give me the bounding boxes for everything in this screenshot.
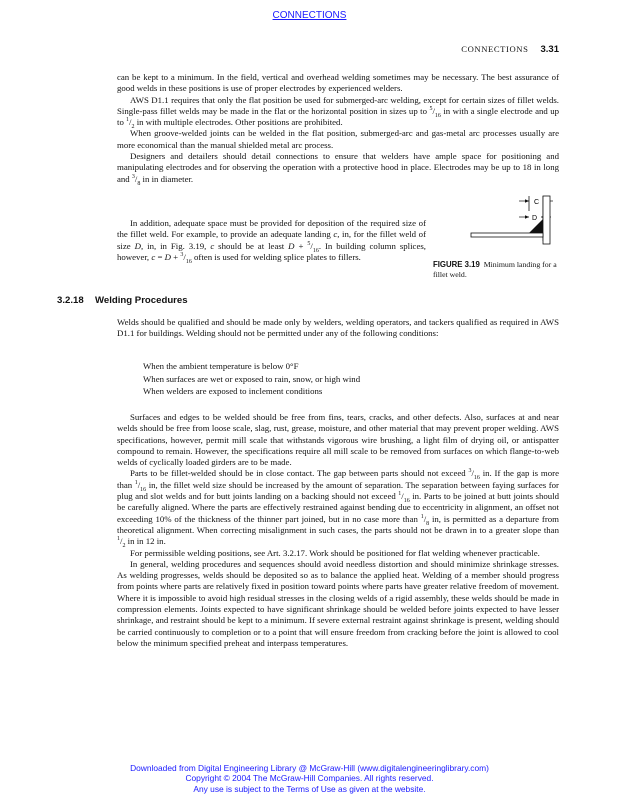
fraction: $^1/_8$: [420, 513, 430, 527]
fraction: $^3/_{16}$: [468, 468, 480, 482]
fraction: $^5/_{16}$: [307, 240, 319, 254]
section-intro: [117, 317, 559, 340]
page-number: 3.31: [540, 44, 559, 55]
conditions-list: [143, 360, 360, 398]
fraction: $^1/_{16}$: [398, 491, 410, 504]
intro-text-block: [117, 72, 559, 185]
paragraph: In addition, adequate space must be provided for deposition of the required size of the fillet weld. For example, to provide an adequate landing c, in, for the fillet weld of size D, in, in Fig. 3.19, c should be at least $D + ^5/_{16}$. In building column splices, however, $c = D + ^3/_{16}$ often is used for welding splice plates to fillers.: [117, 218, 426, 265]
label-d: D: [532, 215, 538, 222]
paragraph: AWS D1.1 requires that only the flat position be used for submerged-arc welding, except for certain sizes of fillet welds. Single-pass fillet welds may be made in the flat or the horizontal position in sizes up to $^5/_{16}$ in with a single electrode and up to $^1/_2$ in with multiple electrodes. Other positions are prohibited.: [117, 94, 560, 130]
fraction: $^3/_{16}$: [180, 251, 192, 265]
fillet-weld-diagram: [433, 193, 561, 249]
footer: [0, 763, 619, 794]
paragraph: Welds should be qualified and should be made only by welders, welding operators, and tackers qualified as required in AWS D1.1 for buildings. Welding should not be permitted under any of the following conditions:: [117, 317, 559, 339]
list-item: When welders are exposed to inclement conditions: [143, 386, 323, 396]
label-c: C: [534, 199, 540, 206]
fraction: $^1/_2$: [126, 117, 135, 130]
figure-caption: FIGURE 3.19 Minimum landing for a fillet weld.: [433, 260, 557, 279]
running-head: [461, 44, 559, 55]
fraction: $^1/_2$: [117, 536, 126, 550]
landing-paragraph: [117, 218, 426, 263]
paragraph: Parts to be fillet-welded should be in close contact. The gap between parts should not exceed $^3/_{16}$ in. If the gap is more than $^1/_{16}$ in, the fillet weld size should be increased by the amount of separation. The separation between faying surfaces for plug and slot welds and for butt joints landing on a backing should not exceed $^1/_{16}$ in. Parts to be joined at butt joints should be carefully aligned. Where the parts are effectively restrained against bending due to eccentricity in alignment, an offset not exceeding 10% of the thickness of the thinner part joined, but in no case more than $^1/_8$ in, is permitted as a departure from theoretical alignment. When correcting misalignment in such cases, the parts should not be drawn in to a greater slope than $^1/_2$ in in 12 in.: [117, 468, 559, 550]
fraction: $^1/_{16}$: [134, 479, 147, 493]
figure-3-19: [433, 193, 561, 280]
running-title: CONNECTIONS: [461, 44, 529, 54]
vertical-plate: [543, 196, 550, 244]
paragraph: Designers and detailers should detail connections to ensure that welders have ample space for positioning and manipulating electrodes and for observing the operation with a protective hood in place. Electrodes may be up to 18 in long and $^3/_8$ in in diameter.: [117, 151, 559, 187]
list-item: When surfaces are wet or exposed to rain, snow, or high wind: [143, 373, 361, 384]
paragraph: When groove-welded joints can be welded in the flat position, submerged-arc and gas-metal arc processes usually are more economical than the manual shielded metal arc process.: [117, 128, 559, 150]
fraction: $^3/_8$: [131, 173, 141, 187]
paragraph: In general, welding procedures and sequences should avoid needless distortion and should minimize shrinkage stresses. As welding progresses, welds should be deposited so as to balance the applied heat. Welding of a member should progress from points where parts are relatively fixed in position toward points where parts have greater relative freedom of movement. Where it is impossible to avoid high residual stresses in the closing welds of a rigid assembly, these welds should be made in compression elements. Joints expected to have significant shrinkage should be welded before joints expected to have lesser shrinkage, and restraint should be kept to a minimum. If severe external restraint against shrinkage is present, welding should be carried continuously to completion or to a point that will ensure freedom from cracking before the joint is allowed to cool below the minimum specified preheat and interpass temperatures.: [117, 558, 559, 648]
footer-terms-link[interactable]: Any use is subject to the Terms of Use as given at the website.: [193, 783, 426, 794]
section-title: Welding Procedures: [95, 295, 188, 306]
paragraph: Surfaces and edges to be welded should be free from fins, tears, cracks, and other defects. Also, surfaces at and near welds should be free from loose scale, slag, rust, grease, moisture, and other material that may prevent proper welding. AWS specifications, however, permit mill scale that withstands vigorous wire brushing, a light film of drying oil, or antispatter compound to remain. However, the specifications require all mill scale to be removed from surfaces on which flange-to-web welds of cyclically loaded girders are to be made.: [117, 412, 559, 468]
footer-copyright: Copyright © 2004 The McGraw-Hill Companies. All rights reserved.: [185, 773, 434, 784]
section-number: 3.2.18: [57, 295, 84, 306]
paragraph: For permissible welding positions, see Art. 3.2.17. Work should be positioned for flat welding whenever practicable.: [130, 547, 540, 558]
footer-download-link[interactable]: Downloaded from Digital Engineering Library @ McGraw-Hill (www.digitalengineeringlibrary.com): [130, 763, 489, 773]
fraction: $^5/_{16}$: [429, 105, 441, 119]
paragraph: can be kept to a minimum. In the field, vertical and overhead welding sometimes may be necessary. The best assurance of good welds in these positions is use of proper electrodes by experienced welders.: [117, 72, 559, 94]
list-item: When the ambient temperature is below 0°F: [143, 361, 299, 371]
top-section-link[interactable]: CONNECTIONS: [272, 10, 347, 21]
procedures-text-block: [117, 412, 559, 649]
section-heading: [57, 295, 188, 306]
horizontal-plate: [471, 233, 543, 237]
